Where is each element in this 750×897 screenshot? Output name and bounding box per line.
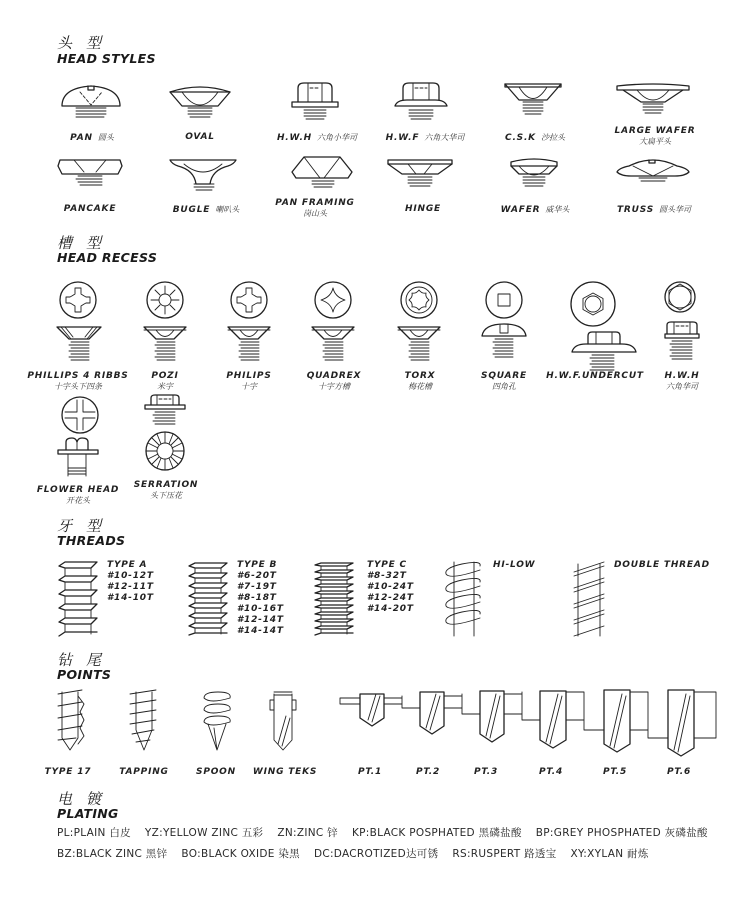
type-a-specs: TYPE A #10-12T #12-11T #14-10T xyxy=(107,560,154,603)
flower-head-recess-icon xyxy=(60,395,100,435)
phillips-4-ribbs-recess-icon xyxy=(58,280,98,320)
plating-dc: DC:DACROTIZED达可锈 xyxy=(313,848,439,860)
bugle-head-icon xyxy=(168,156,238,198)
points-title: POINTS xyxy=(57,667,112,682)
type-c-thread-icon xyxy=(313,560,357,638)
plating-pl: PL:PLAIN 白皮 xyxy=(57,827,131,839)
label-tapping: TAPPING xyxy=(119,767,169,777)
label-hwf: H.W.F 六角大华司 xyxy=(385,133,465,143)
type-b-specs: TYPE B #6-20T #7-19T #8-18T #10-16T #12-14T #14-14T xyxy=(237,560,284,636)
label-serration: SERRATION 头下压花 xyxy=(133,480,199,500)
hwh-head-icon xyxy=(290,80,340,126)
head-styles-cn-title: 头型 xyxy=(57,34,116,52)
quadrex-screw-icon xyxy=(310,325,356,367)
spoon-point-icon xyxy=(200,688,234,754)
hwh-screw-icon xyxy=(663,320,701,366)
wing-teks-point-icon xyxy=(268,688,298,754)
label-square: SQUARE 四角孔 xyxy=(481,371,527,391)
phillips-4-ribbs-screw-icon xyxy=(55,325,103,367)
pan-framing-head-icon xyxy=(290,154,354,198)
quadrex-recess-icon xyxy=(313,280,353,320)
type-a-thread-icon xyxy=(57,560,101,638)
threads-title: THREADS xyxy=(57,533,126,548)
label-csk: C.S.K 沙拉头 xyxy=(505,133,565,143)
type-17-point-icon xyxy=(56,688,88,754)
plating-bo: BO:BLACK OXIDE 染黑 xyxy=(181,848,300,860)
label-type-17: TYPE 17 xyxy=(44,767,92,777)
label-pancake: PANCAKE xyxy=(63,204,117,214)
label-pt5: PT.5 xyxy=(602,767,628,777)
square-recess-icon xyxy=(484,280,524,320)
tapping-point-icon xyxy=(128,688,160,754)
label-flower-head: FLOWER HEAD 开花头 xyxy=(36,485,120,505)
plating-zn: ZN:ZINC 锌 xyxy=(277,827,338,839)
label-hwf-undercut: H.W.F.UNDERCUT xyxy=(546,371,644,381)
drill-point-sizes-diagram xyxy=(340,688,720,756)
head-recess-cn-title: 槽型 xyxy=(57,234,116,252)
philips-recess-icon xyxy=(229,280,269,320)
pan-head-icon xyxy=(60,82,122,124)
square-screw-icon xyxy=(480,322,528,368)
hwf-undercut-recess-icon xyxy=(569,280,617,328)
label-wafer: WAFER 威华头 xyxy=(500,205,570,215)
type-c-specs: TYPE C #8-32T #10-24T #12-24T #14-20T xyxy=(367,560,414,614)
label-truss: TRUSS 圆头华司 xyxy=(616,205,692,215)
torx-recess-icon xyxy=(399,280,439,320)
hwf-head-icon xyxy=(393,80,449,126)
label-large-wafer: LARGE WAFER 大扁平头 xyxy=(614,126,696,146)
hwh-recess-icon xyxy=(663,280,697,314)
pozi-recess-icon xyxy=(145,280,185,320)
plating-row-1 xyxy=(57,825,722,840)
plating-xy: XY:XYLAN 耐炼 xyxy=(570,848,649,860)
truss-head-icon xyxy=(615,156,691,196)
label-wing-teks: WING TEKS xyxy=(252,767,318,777)
label-spoon: SPOON xyxy=(196,767,236,777)
threads-cn-title: 牙型 xyxy=(57,517,116,535)
label-quadrex: QUADREX 十字方槽 xyxy=(306,371,362,391)
oval-head-icon xyxy=(168,80,232,124)
label-hwh-recess: H.W.H 六角华司 xyxy=(664,371,700,391)
plating-bz: BZ:BLACK ZINC 黑锌 xyxy=(57,848,168,860)
plating-kp: KP:BLACK POSPHATED 黑磷盐酸 xyxy=(351,827,522,839)
label-pt2: PT.2 xyxy=(415,767,441,777)
torx-screw-icon xyxy=(396,325,442,367)
plating-yz: YZ:YELLOW ZINC 五彩 xyxy=(144,827,264,839)
pancake-head-icon xyxy=(56,156,126,196)
label-pt3: PT.3 xyxy=(473,767,499,777)
label-torx: TORX 梅花槽 xyxy=(404,371,436,391)
label-pan-framing: PAN FRAMING 岗山头 xyxy=(275,198,355,218)
type-b-thread-icon xyxy=(187,560,231,638)
plating-cn-title: 电镀 xyxy=(57,790,116,808)
head-styles-title: HEAD STYLES xyxy=(57,51,156,66)
hinge-head-icon xyxy=(386,156,454,196)
label-bugle: BUGLE 喇叭头 xyxy=(172,205,240,215)
label-hwh: H.W.H 六角小华司 xyxy=(276,133,358,143)
head-recess-title: HEAD RECESS xyxy=(57,250,158,265)
serration-screw-icon xyxy=(143,393,187,477)
label-pan: PAN 圆头 xyxy=(70,133,114,143)
points-cn-title: 钻尾 xyxy=(57,651,116,669)
hi-low-thread-icon xyxy=(440,560,488,638)
hi-low-label: HI-LOW xyxy=(493,560,536,570)
large-wafer-head-icon xyxy=(615,82,691,124)
double-thread-label: DOUBLE THREAD xyxy=(614,560,710,570)
plating-row-2 xyxy=(57,846,663,861)
wafer-head-icon xyxy=(505,156,563,196)
label-philips: PHILIPS 十字 xyxy=(226,371,272,391)
label-oval: OVAL xyxy=(185,132,215,142)
plating-bp: BP:GREY PHOSPHATED 灰磷盐酸 xyxy=(535,827,708,839)
label-pt1: PT.1 xyxy=(357,767,383,777)
csk-head-icon xyxy=(503,80,563,124)
label-pt6: PT.6 xyxy=(666,767,692,777)
flower-head-screw-icon xyxy=(56,436,102,480)
label-pt4: PT.4 xyxy=(538,767,564,777)
label-pozi: POZI 米字 xyxy=(151,371,179,391)
plating-title: PLATING xyxy=(57,806,119,821)
plating-rs: RS:RUSPERT 路透宝 xyxy=(452,848,557,860)
pozi-screw-icon xyxy=(142,325,188,367)
double-thread-icon xyxy=(570,560,608,638)
label-phillips-4-ribbs: PHILLIPS 4 RIBBS 十字头下四条 xyxy=(27,371,129,391)
philips-screw-icon xyxy=(226,325,272,367)
label-hinge: HINGE xyxy=(405,204,441,214)
